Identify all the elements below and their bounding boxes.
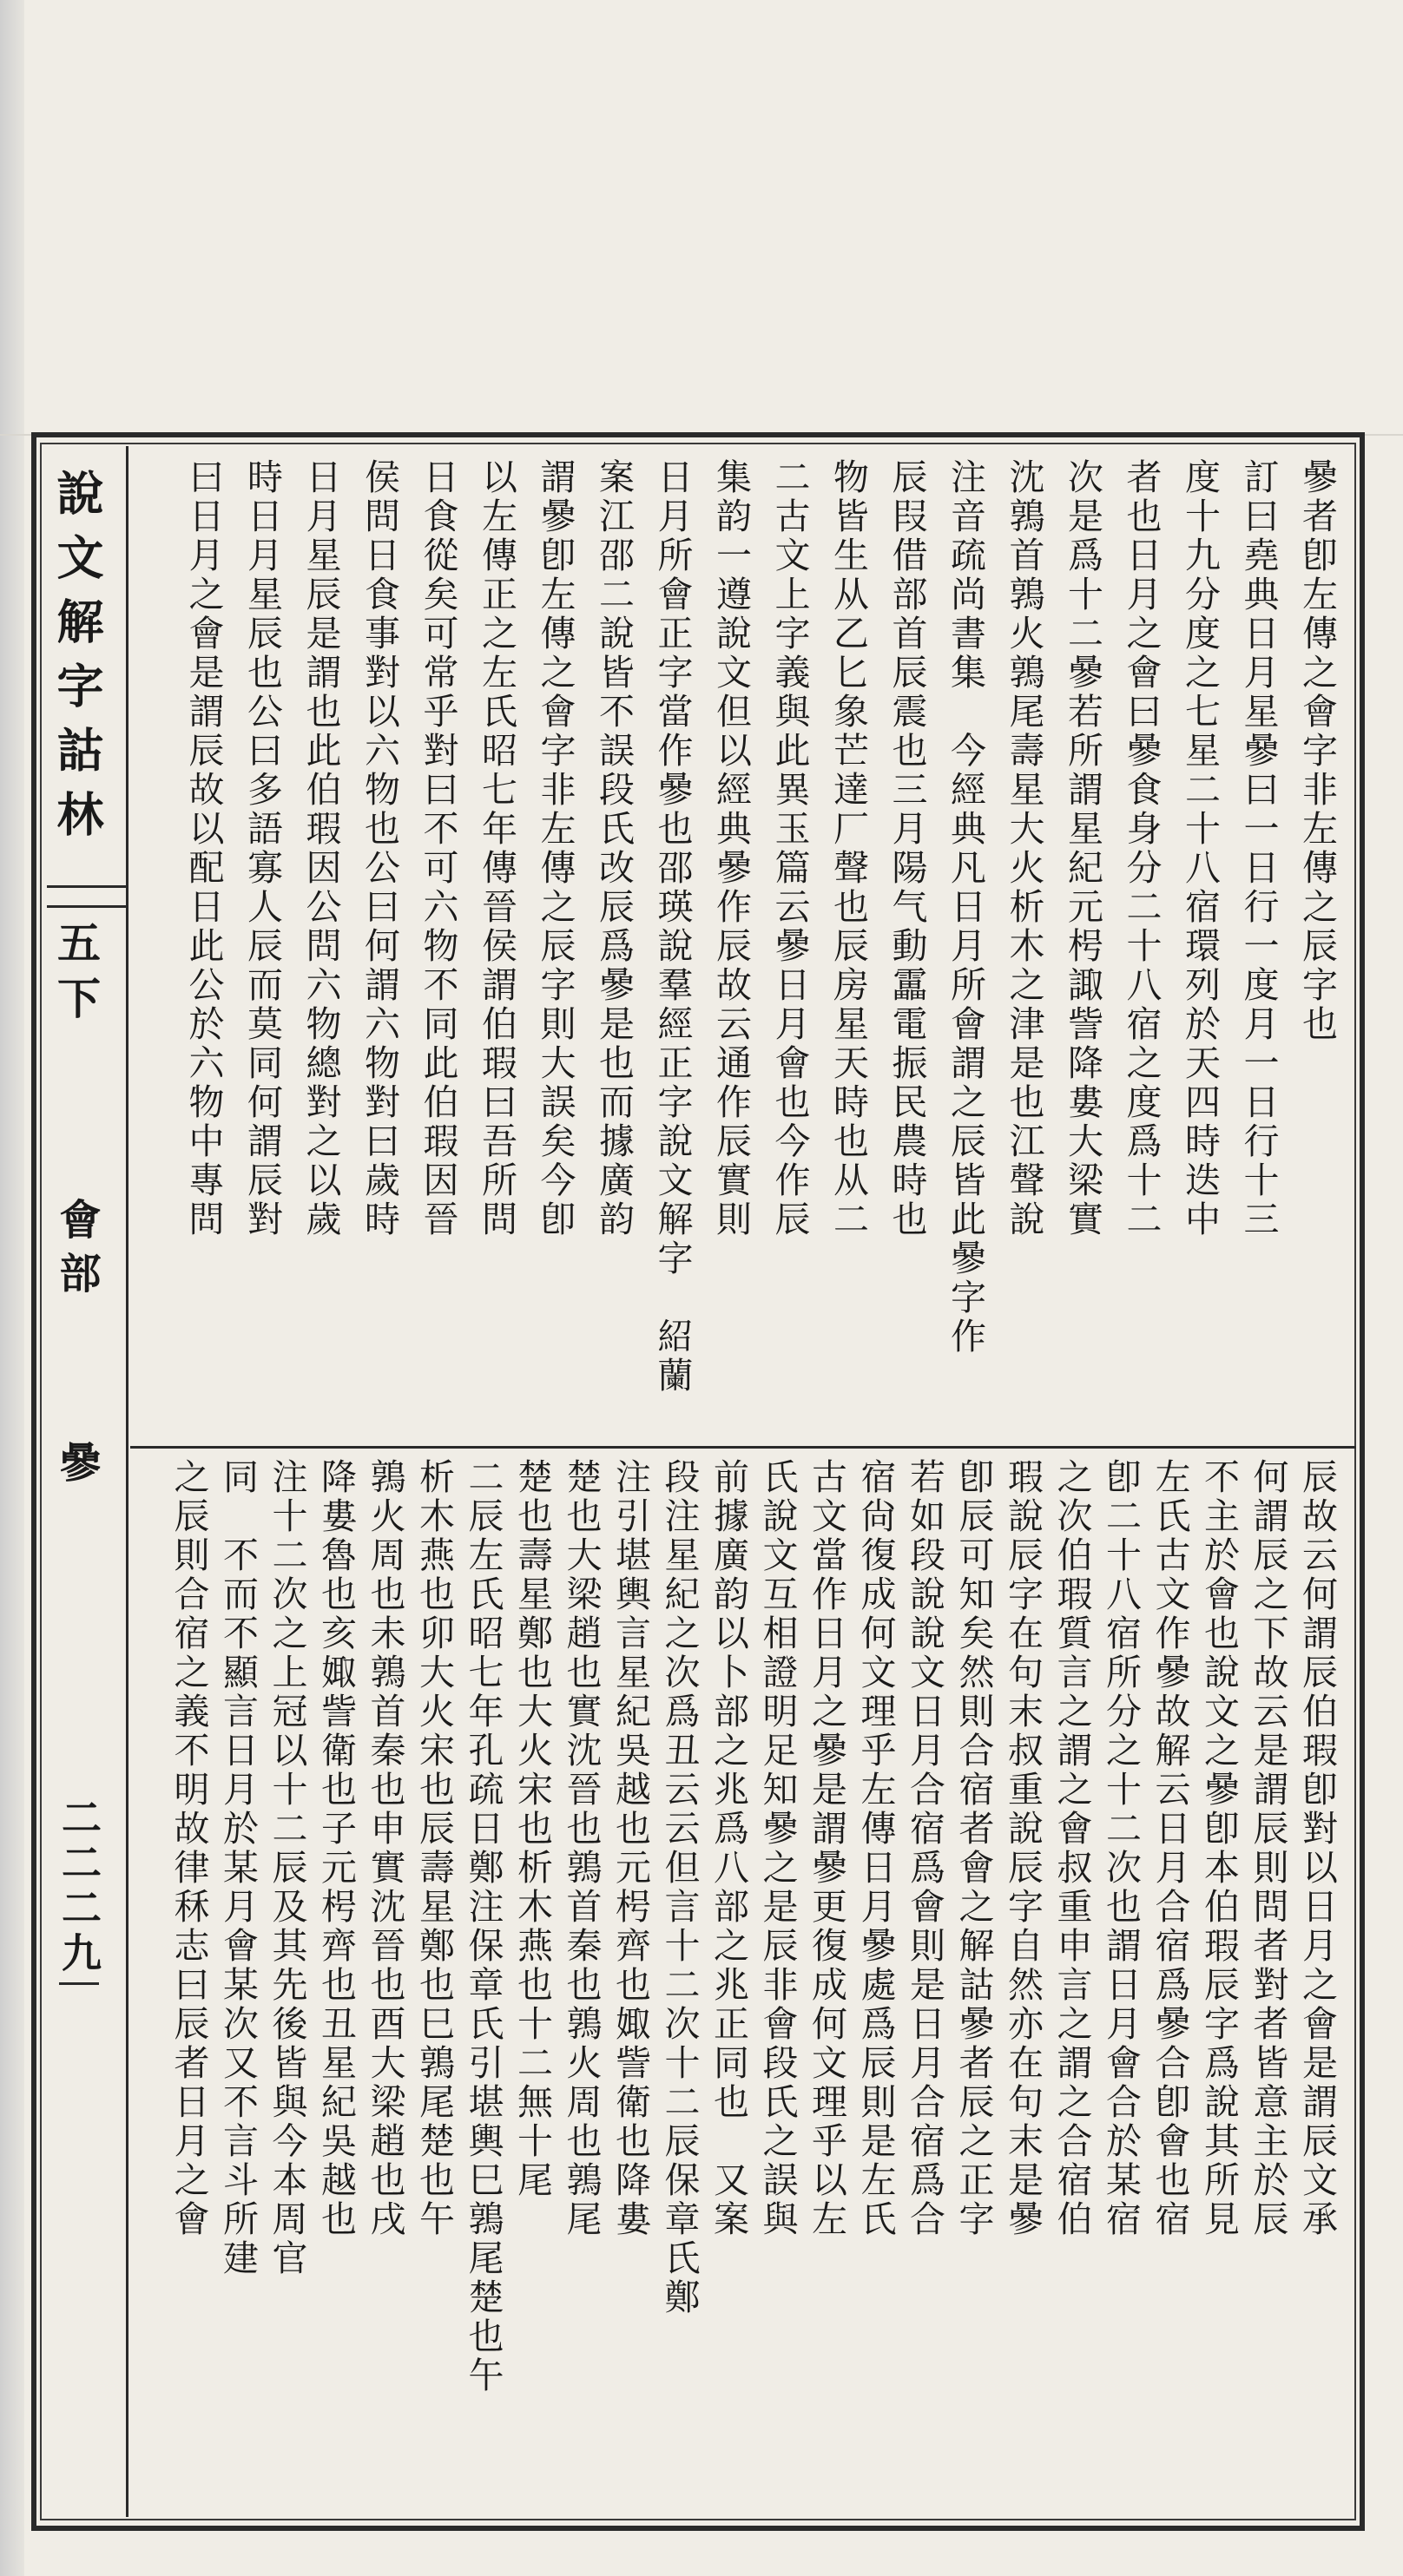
text-column: 二辰左氏昭七年孔疏日鄭注保章氏引堪輿巳鶉尾楚也午 xyxy=(462,1458,504,2395)
text-column: 宿尙復成何文理乎左傳日月曑處爲辰則是左氏 xyxy=(854,1458,897,2239)
text-column: 前據廣韵以卜部之兆爲八部之兆正同也 又案 xyxy=(708,1458,749,2239)
text-column: 段注星紀之次爲丑云云但言十二次十二辰保章氏鄭 xyxy=(658,1458,701,2317)
text-column: 辰故云何謂辰伯瑕卽對以日月之會是謂辰文承 xyxy=(1296,1458,1338,2239)
text-column: 辰叚借部首辰震也三月陽气動靁電振民農時也 xyxy=(886,458,928,1239)
text-column: 同 不而不顯言日月於某月會某次又不言斗所建 xyxy=(217,1458,259,2278)
entry-character: 曑 xyxy=(52,1441,101,1482)
text-column: 降婁魯也亥娵訾衛也子元枵齊也丑星紀吳越也 xyxy=(315,1458,357,2239)
text-column: 何謂辰之下故云是謂辰則問者對者皆意主於辰 xyxy=(1247,1458,1289,2239)
book-title: 說文解字詁林 xyxy=(49,469,105,854)
text-column: 集韵一遵說文但以經典曑作辰故云通作辰實則 xyxy=(710,458,752,1239)
text-column: 訂曰堯典日月星曑曰一日行一度月一日行十三 xyxy=(1237,458,1280,1239)
text-column: 注引堪輿言星紀吳越也元枵齊也娵訾衛也降婁 xyxy=(609,1458,651,2239)
text-column: 氏說文互相證明足知曑之是辰非會段氏之誤與 xyxy=(756,1458,799,2239)
text-column: 二古文上字義與此異玉篇云曑日月會也今作辰 xyxy=(768,458,811,1239)
volume-divider xyxy=(47,885,128,908)
text-column: 者也日月之會曰曑食身分二十八宿之度爲十二 xyxy=(1120,458,1163,1239)
text-column: 日月所會正字當作曑也邵瑛說羣經正字說文解字 紹蘭 xyxy=(651,458,694,1396)
text-column: 楚也大梁趙也實沈晉也鶉首秦也鶉火周也鶉尾 xyxy=(560,1458,603,2239)
middle-rule xyxy=(130,1446,1356,1449)
text-column: 次是爲十二曑若所謂星紀元枵諏訾降婁大梁實 xyxy=(1062,458,1103,1239)
text-column: 以左傳正之左氏昭七年傳晉侯謂伯瑕曰吾所問 xyxy=(476,458,517,1239)
page-number: 二二二九 xyxy=(59,1797,99,1985)
text-column: 之次伯瑕質言之謂之會叔重申言之謂之合宿伯 xyxy=(1051,1458,1093,2239)
text-column: 卽二十八宿所分之十二次也謂日月會合於某宿 xyxy=(1100,1458,1142,2239)
text-column: 注音疏尚書集 今經典凡日月所會謂之辰皆此曑字作 xyxy=(945,458,986,1357)
text-column: 曰日月之會是謂辰故以配日此公於六物中專問 xyxy=(182,458,225,1239)
text-column: 時日月星辰也公曰多語寡人辰而莫同何謂辰對 xyxy=(241,458,283,1239)
text-column: 注十二次之上冠以十二辰及其先後皆與今本周官 xyxy=(266,1458,308,2278)
text-column: 侯問日食事對以六物也公曰何謂六物對曰歲時 xyxy=(359,458,400,1239)
volume-label: 五下 xyxy=(50,920,102,1031)
text-column: 之辰則合宿之義不明故律秝志曰辰者日月之會 xyxy=(168,1458,210,2239)
text-column: 楚也壽星鄭也大火宋也析木燕也十二無十尾 xyxy=(511,1458,553,2200)
text-column: 度十九分度之七星二十八宿環列於天四時迭中 xyxy=(1179,458,1221,1239)
text-column: 古文當作日月之曑是謂曑更復成何文理乎以左 xyxy=(806,1458,847,2239)
text-column: 物皆生从乙匕象芒達厂聲也辰房星天時也从二 xyxy=(827,458,869,1239)
page-edge xyxy=(0,0,24,2576)
text-column: 瑕說辰字在句末叔重說辰字自然亦在句末是曑 xyxy=(1002,1458,1044,2239)
text-column: 卽辰可知矣然則合宿者會之解詁曑者辰之正字 xyxy=(952,1458,995,2239)
section-label: 會部 xyxy=(52,1198,101,1305)
text-column: 左氏古文作曑故解云日月合宿爲曑合卽會也宿 xyxy=(1149,1458,1191,2239)
text-column: 若如段說說文日月合宿爲會則是日月合宿爲合 xyxy=(904,1458,945,2239)
text-column: 日食從矣可常乎對曰不可六物不同此伯瑕因晉 xyxy=(417,458,459,1239)
text-column: 謂曑卽左傳之會字非左傳之辰字則大誤矣今卽 xyxy=(534,458,576,1239)
text-column: 不主於會也說文之曑卽本伯瑕辰字爲說其所見 xyxy=(1198,1458,1240,2239)
text-column: 案江邵二說皆不誤段氏改辰爲曑是也而據廣韵 xyxy=(593,458,635,1239)
text-column: 日月星辰是謂也此伯瑕因公問六物總對之以歲 xyxy=(300,458,342,1239)
text-column: 鶉火周也未鶉首秦也申實沈晉也酉大梁趙也戌 xyxy=(364,1458,406,2239)
text-column: 析木燕也卯大火宋也辰壽星鄭也巳鶉尾楚也午 xyxy=(413,1458,455,2239)
text-column: 曑者卽左傳之會字非左傳之辰字也 xyxy=(1296,458,1338,1044)
text-column: 沈鶉首鶉火鶉尾壽星大火析木之津是也江聲說 xyxy=(1003,458,1045,1239)
